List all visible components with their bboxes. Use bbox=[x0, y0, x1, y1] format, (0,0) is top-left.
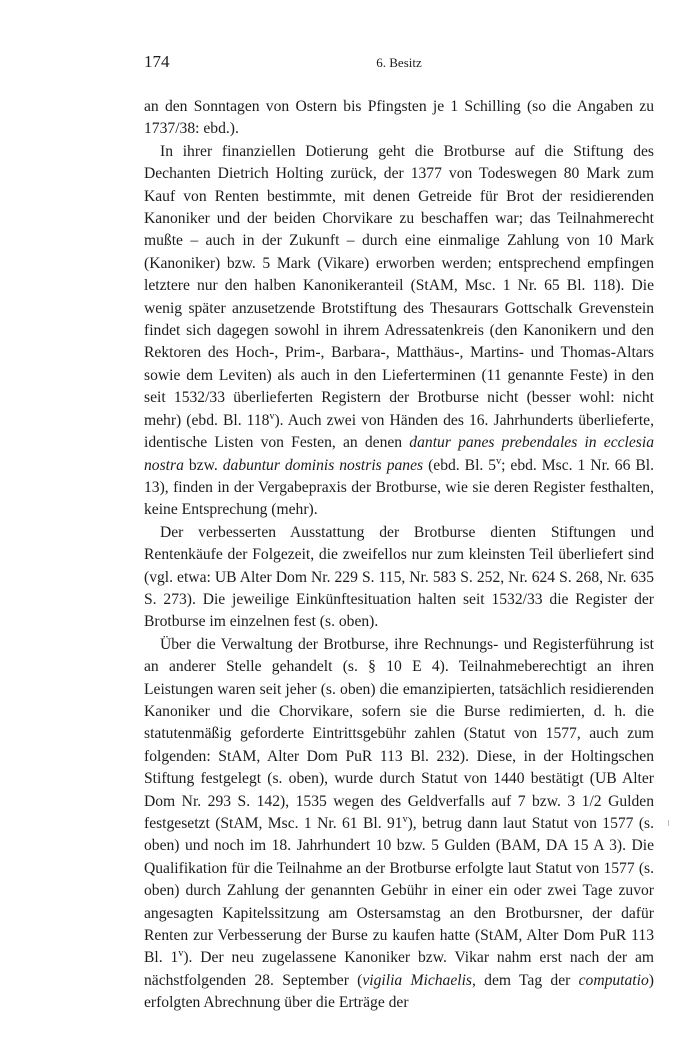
superscript: v bbox=[496, 455, 502, 467]
superscript: v bbox=[402, 813, 408, 825]
italic-phrase: dantur panes prebendales in ecclesia nostra bbox=[144, 434, 655, 474]
paragraph bbox=[144, 96, 654, 141]
paragraph bbox=[144, 522, 654, 634]
text-run: ), betrug dann laut Statut von 1577 (s. oben) und noch im 18. Jahrhundert 10 bzw. 5 Gulden (BAM, DA 15 A 3). Die Qualifikation für die Teilnahme an der Brotburse erfolgte laut Statut von 1577 (s. oben) durch Zahlung der genannten Gebühr in einer ein oder zwei Tage zuvor angesagten Kapitelssitzung am Ostersamstag an den Brotbursner, der dafür Renten zur Verbesserung der Burse zu kaufen hatte (StAM, Alter Dom PuR 113 Bl. 1 bbox=[144, 815, 654, 967]
italic-phrase: computatio bbox=[578, 971, 649, 989]
superscript: v bbox=[269, 410, 275, 422]
italic-phrase: dabuntur dominis nostris panes bbox=[222, 456, 424, 474]
paragraph bbox=[144, 634, 654, 1015]
text-run: , dem Tag der bbox=[471, 971, 579, 989]
text-run: bzw. bbox=[183, 456, 223, 474]
italic-phrase: vigilia Michaelis bbox=[362, 971, 472, 989]
text-run: Über die Verwaltung der Brotburse, ihre Rechnungs- und Registerführung ist an anderer Stelle gehandelt (s. § 10 E 4). Teilnahmeberechtigt an ihren Leistungen waren seit jeher (s. oben) die emanzipierten, tatsächlich residierenden Kanoniker und die Chorvikare, sofern sie die Burse redimierten, d. h. die statutenmäßig geforderte Eintrittsgebühr zahlen (Statut von 1577, auch zum folgenden: StAM, Alter Dom PuR 113 Bl. 232). Diese, in der Holtingschen Stiftung festgelegt (s. oben), wurde durch Statut von 1440 bestätigt (UB Alter Dom Nr. 293 S. 142), 1535 wegen des Geldverfalls auf 7 bzw. 3 1/2 Gulden festgesetzt (StAM, Msc. 1 Nr. 61 Bl. 91 bbox=[144, 635, 654, 832]
text-run: (ebd. Bl. 5 bbox=[423, 456, 497, 474]
text-run: Der verbesserten Ausstattung der Brotburse dienten Stiftungen und Rentenkäufe der Folgezeit, die zweifellos nur zum kleinsten Teil überliefert sind (vgl. etwa: UB Alter Dom Nr. 229 S. 115, Nr. 583 S. 252, Nr. 624 S. 268, Nr. 635 S. 273). Die jeweilige Einkünftesituation halten seit 1532/33 die Register der Brotburse im einzelnen fest (s. oben). bbox=[144, 523, 654, 631]
page-header bbox=[144, 52, 654, 76]
page-number: 174 bbox=[144, 52, 170, 71]
text-run: ). Auch zwei von Händen des 16. Jahrhunderts überlieferte, identische Listen von Festen, an denen bbox=[144, 411, 654, 452]
text-run: ) erfolgten Abrechnung über die Erträge der bbox=[144, 971, 654, 1012]
paragraph bbox=[144, 141, 654, 522]
text-run: In ihrer finanziellen Dotierung geht die Brotburse auf die Stiftung des Dechanten Dietrich Holting zurück, der 1377 von Todeswegen 80 Mark zum Kauf von Renten bestimmte, mit denen Getreide für Brot der residierenden Kanoniker und der beiden Chorvikare zu beschaffen war; das Teilnahmerecht mußte – auch in der Zukunft – durch eine einmalige Zahlung von 10 Mark (Kanoniker) bzw. 5 Mark (Vikare) erworben werden; entsprechend empfingen letztere nur den halben Kanonikeranteil (StAM, Msc. 1 Nr. 65 Bl. 118). Die wenig später anzusetzende Brotstiftung des Thesaurars Gottschalk Grevenstein findet sich dagegen sowohl in ihrem Adressatenkreis (den Kanonikern und den Rektoren des Hoch-, Prim-, Barbara-, Matthäus-, Martins- und Thomas-Altars sowie dem Leviten) als auch in den Lieferterminen (11 genannte Feste) in den seit 1532/33 überlieferten Registern der Brotburse nicht (besser wohl: nicht mehr) (ebd. Bl. 118 bbox=[144, 142, 654, 429]
text-run: ). Der neu zugelassene Kanoniker bzw. Vikar nahm erst nach der am nächstfolgenden 28. September ( bbox=[144, 949, 654, 989]
running-head: 6. Besitz bbox=[376, 55, 422, 70]
superscript: v bbox=[178, 948, 184, 960]
body-text bbox=[144, 96, 654, 1015]
text-run: an den Sonntagen von Ostern bis Pfingsten je 1 Schilling (so die Angaben zu 1737/38: ebd.). bbox=[144, 98, 654, 138]
margin-mark bbox=[668, 820, 669, 826]
text-run: ; ebd. Msc. 1 Nr. 66 Bl. 13), finden in der Vergabepraxis der Brotburse, wie sie deren Register festhalten, keine Entsprechung (mehr). bbox=[144, 456, 655, 519]
